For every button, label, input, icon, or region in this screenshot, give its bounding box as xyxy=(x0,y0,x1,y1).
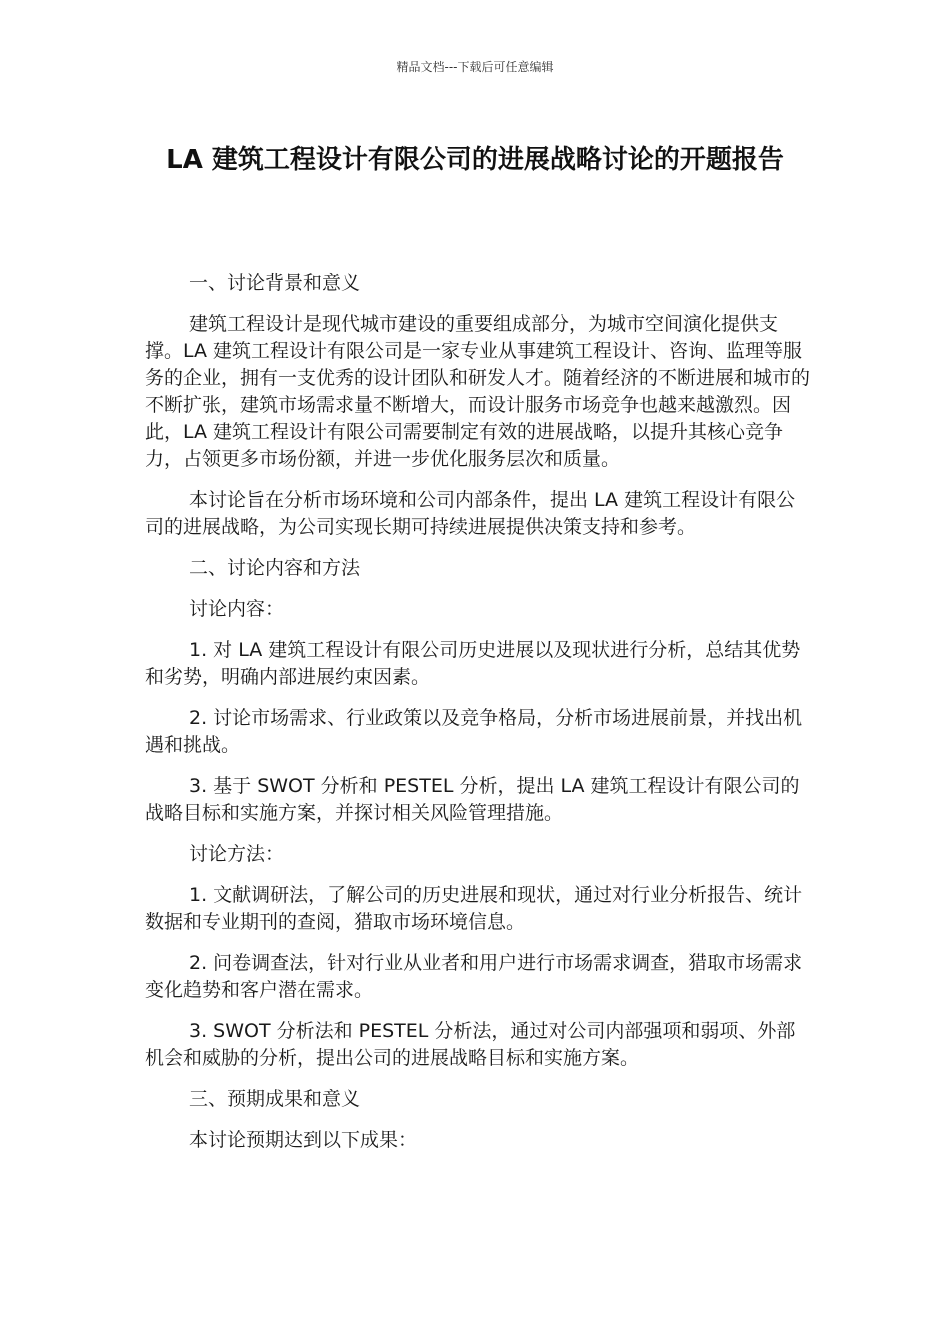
document-body xyxy=(145,270,810,1168)
list-item-content-3: 3. 基于 SWOT 分析和 PESTEL 分析，提出 LA 建筑工程设计有限公司的战略目标和实施方案，并探讨相关风险管理措施。 xyxy=(145,775,800,824)
document-title: LA 建筑工程设计有限公司的进展战略讨论的开题报告 xyxy=(166,145,784,175)
paragraph-results-intro: 本讨论预期达到以下成果： xyxy=(189,1129,418,1151)
paragraph-purpose: 本讨论旨在分析市场环境和公司内部条件，提出 LA 建筑工程设计有限公司的进展战略，为公司实现长期可持续进展提供决策支持和参考。 xyxy=(145,489,796,538)
section-heading-results: 三、预期成果和意义 xyxy=(189,1088,361,1110)
subheading-content: 讨论内容： xyxy=(189,598,285,620)
header-note: 精品文档---下载后可任意编辑 xyxy=(396,60,554,74)
list-item-content-2: 2. 讨论市场需求、行业政策以及竞争格局，分析市场进展前景，并找出机遇和挑战。 xyxy=(145,707,803,756)
list-item-method-2: 2. 问卷调查法，针对行业从业者和用户进行市场需求调查，猎取市场需求变化趋势和客户潜在需求。 xyxy=(145,952,803,1001)
paragraph-background: 建筑工程设计是现代城市建设的重要组成部分，为城市空间演化提供支撑。LA 建筑工程设计有限公司是一家专业从事建筑工程设计、咨询、监理等服务的企业，拥有一支优秀的设计团队和研发人才。随着经济的不断进展和城市的不断扩张，建筑市场需求量不断增大，而设计服务市场竞争也越来越激烈。因此，LA 建筑工程设计有限公司需要制定有效的进展战略，以提升其核心竞争力，占领更多市场份额，并进一步优化服务层次和质量。 xyxy=(145,313,811,470)
section-heading-content-method: 二、讨论内容和方法 xyxy=(189,557,361,579)
list-item-method-1: 1. 文献调研法，了解公司的历史进展和现状，通过对行业分析报告、统计数据和专业期刊的查阅，猎取市场环境信息。 xyxy=(145,884,803,933)
subheading-method: 讨论方法： xyxy=(189,843,285,865)
list-item-content-1: 1. 对 LA 建筑工程设计有限公司历史进展以及现状进行分析，总结其优势和劣势，明确内部进展约束因素。 xyxy=(145,639,801,688)
list-item-method-3: 3. SWOT 分析法和 PESTEL 分析法，通过对公司内部强项和弱项、外部机会和威胁的分析，提出公司的进展战略目标和实施方案。 xyxy=(145,1020,796,1069)
section-heading-background: 一、讨论背景和意义 xyxy=(189,272,361,294)
